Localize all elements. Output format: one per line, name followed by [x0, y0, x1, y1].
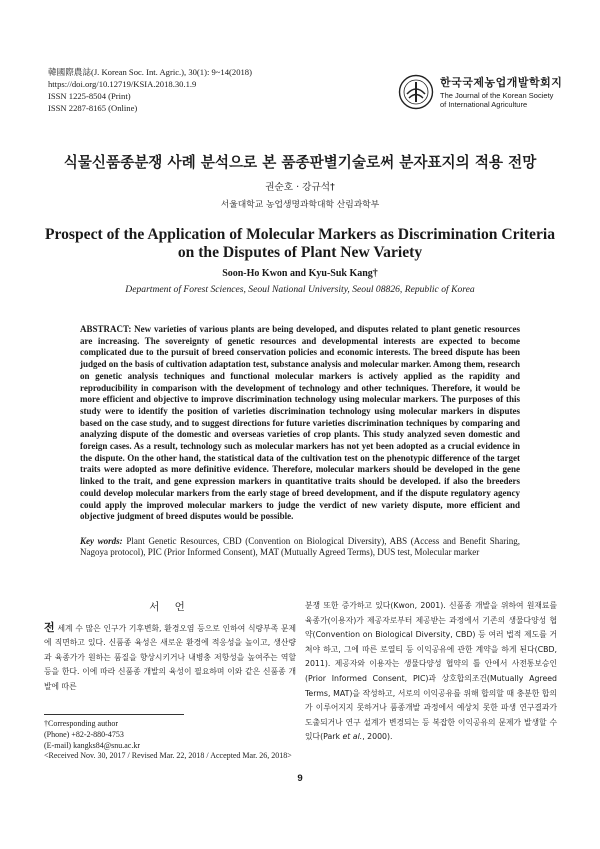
- title-korean: 식물신품종분쟁 사례 분석으로 본 품종판별기술로써 분자표지의 적용 전망: [63, 154, 537, 171]
- society-name-en-line2: of International Agriculture: [440, 100, 528, 109]
- abstract: ABSTRACT: New varieties of various plants are being developed, and disputes related to plant genetic resources are increasing. The sovereignty of genetic resources and developmental interests are expected to become complicated due to the pursuit of breed conservation policies and economic interests. The breed dispute has been judged on the basis of cultivation adaptation test, substance analysis and molecular marker. Among them, research on genetic analysis techniques and functional molecular markers is actively applied as the rapidity and reproducibility in comparison with the development of technology and other techniques. Therefore, it would be more efficient and objective to improve discrimination technology using molecular markers. The purposes of this study were to identify the position of varieties discrimination technology using molecular markers in disputes based on the case study, and to suggest directions for future varieties discrimination techniques by comparing and analyzing dispute of the domestic and overseas varieties of crop plants. This study analyzed seven domestic and foreign cases. As a result, technology such as molecular markers has not yet been adopted as a crucial evidence in the dispute. On the other hand, the statistical data of the cultivation test on the phenotypic difference of the target traits were adopted as more definitive evidence. Therefore, molecular markers should be developed in the gene linked to the trait, and gene expression markers in quantitative traits should be developed. if also the breeders could develop molecular markers from the early stage of breed development, and if the dispute regulatory agency could apply the improved molecular markers to judge the verdict of new variety dispute, more efficient and objective judgment of breed disputes would be possible.: [80, 324, 520, 522]
- keywords-label: Key words:: [80, 536, 123, 546]
- author-phone: (Phone) +82-2-880-4753: [44, 729, 124, 739]
- society-name-en: [440, 91, 553, 109]
- intro-etal: et al.: [342, 732, 363, 742]
- issn-print: ISSN 1225-8504 (Print): [48, 91, 131, 101]
- footnote: [44, 714, 304, 762]
- intro-left-column: [44, 600, 296, 695]
- author-email[interactable]: (E-mail) kangks84@snu.ac.kr: [44, 740, 141, 750]
- authors-korean: 권순호 · 강규석†: [265, 182, 335, 193]
- manuscript-dates: <Received Nov. 30, 2017 / Revised Mar. 22, 2018 / Accepted Mar. 26, 2018>: [44, 751, 292, 761]
- intro-right-column: [305, 599, 557, 745]
- keywords-text: Plant Genetic Resources, CBD (Convention on Biological Diversity), ABS (Access and Benefit Sharing, Nagoya protocol), PIC (Prior Informed Consent), MAT (Mutually Agreed Terms), DUS test, Molecular marker: [80, 536, 521, 558]
- corresponding-author: †Corresponding author: [44, 719, 118, 728]
- issn-online: ISSN 2287-8165 (Online): [48, 103, 138, 113]
- doi-link[interactable]: https://doi.org/10.12719/KSIA.2018.30.1.9: [48, 79, 197, 89]
- society-name-kr: 한국국제농업개발학회지: [440, 76, 563, 89]
- affiliation-korean: 서울대학교 농업생명과학대학 산림과학부: [220, 200, 380, 210]
- society-logo: [398, 74, 568, 118]
- affiliation-english: Department of Forest Sciences, Seoul National University, Seoul 08826, Republic of Korea: [125, 284, 475, 295]
- intro-paragraph-left: [44, 621, 296, 695]
- section-heading-introduction: 서 언: [149, 601, 191, 613]
- intro-dropcap: 전: [44, 620, 55, 634]
- intro-text-left: 세계 수 많은 인구가 기후변화, 환경오염 등으로 인하여 식량부족 문제에 직면하고 있다. 신품종 육성은 새로운 환경에 적응성을 높이고, 생산량과 육종가가 원하는 품질을 향상시키거나 내병충 저항성을 높여주는 역할 등을 한다. 이에 따라 신품종 개발의 육성이 필요하며 이와 같은 신품종 개발에 따른: [44, 623, 297, 691]
- authors-english: Soon-Ho Kwon and Kyu-Suk Kang†: [222, 268, 378, 279]
- society-name-en-line1: The Journal of the Korean Society: [440, 91, 554, 100]
- footnote-rule: [44, 714, 184, 715]
- society-emblem-icon: [398, 74, 434, 110]
- journal-header: [48, 66, 252, 114]
- keywords: [80, 536, 520, 558]
- title-english: Prospect of the Application of Molecular Markers as Discrimination Criteria on the Disputes of Plant New Variety: [44, 226, 556, 261]
- page-number: 9: [297, 773, 303, 784]
- intro-text-right: 분쟁 또한 증가하고 있다(Kwon, 2001). 신품종 개발을 위하여 원재료를 육종가(이용자)가 제공자로부터 제공받는 과정에서 기존의 생물다양성 협약(Convention on Biological Diversity, CBD) 등 여러 법적 제도를 거쳐야 하고, 그에 따른 로열티 등 이익공유에 관한 계약을 하게 된다(CBD, 2011). 제공자와 이용자는 생물다양성 협약의 틀 안에서 사전통보승인(Prior Informed Consent, PIC)과 상호합의조건(Mutually Agreed Terms, MAT)을 작성하고, 서로의 이익공유를 위해 합의할 때 충분한 합의가 이루어지지 못하거나 품종개발 과정에서 예상치 못한 파생 연구결과가 도출되거나 연구 설계가 변경되는 등 복잡한 이익공유의 문제가 발생할 수 있다(Park: [305, 601, 557, 742]
- intro-text-right-end: , 2000).: [362, 732, 393, 742]
- journal-citation: 韓國際農誌(J. Korean Soc. Int. Agric.), 30(1): 9~14(2018): [48, 67, 252, 77]
